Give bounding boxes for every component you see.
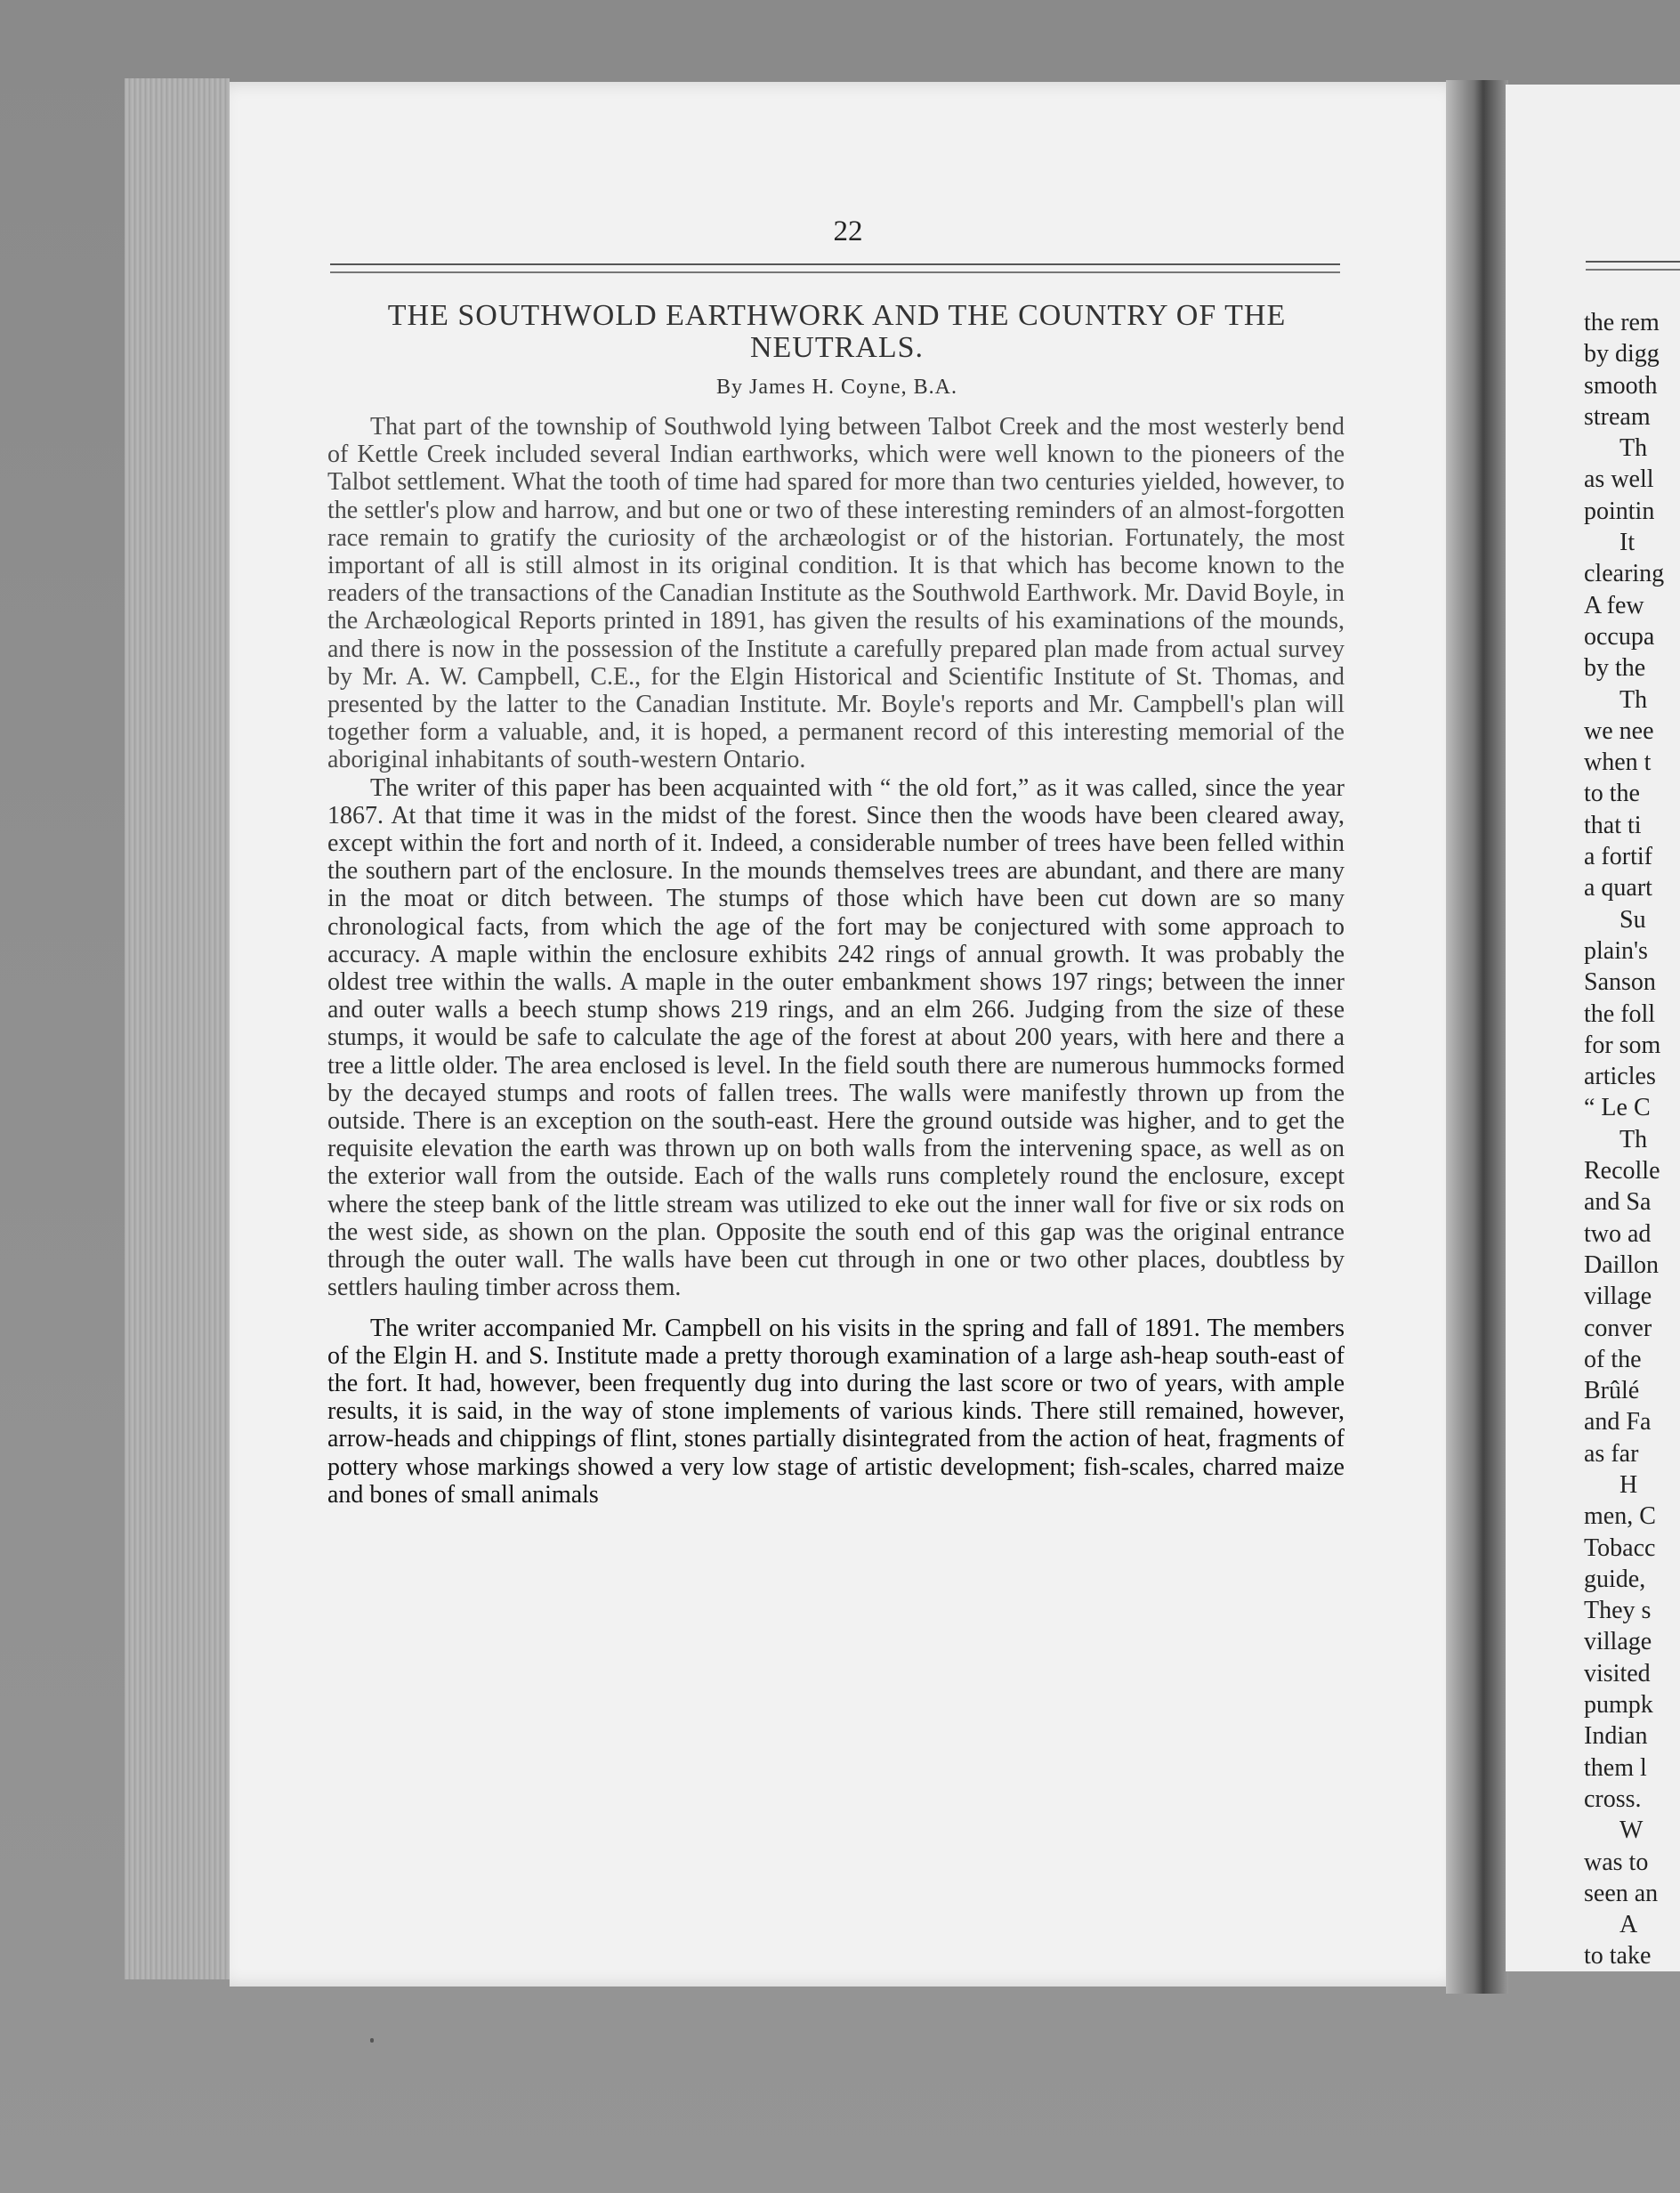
facing-line-fragment: as far xyxy=(1584,1439,1639,1468)
facing-line-fragment: Indian xyxy=(1584,1722,1648,1751)
left-page xyxy=(230,82,1466,1987)
facing-line-fragment: articles xyxy=(1584,1063,1656,1091)
facing-line-fragment: as well xyxy=(1584,465,1654,494)
facing-line-fragment: when t xyxy=(1584,749,1652,777)
facing-line-fragment: Tobacc xyxy=(1584,1533,1656,1562)
facing-line-fragment: A few xyxy=(1584,591,1644,619)
page-number: 22 xyxy=(833,215,863,247)
facing-line-fragment: seen an xyxy=(1584,1879,1659,1907)
facing-line-fragment: smooth xyxy=(1584,371,1658,400)
facing-line-fragment: plain's xyxy=(1584,936,1648,965)
facing-line-fragment: Brûlé xyxy=(1584,1377,1640,1405)
facing-line-fragment: a quart xyxy=(1584,874,1652,902)
book-page-edges xyxy=(125,78,230,1979)
facing-line-fragment: the foll xyxy=(1584,999,1656,1028)
facing-line-fragment: village xyxy=(1584,1628,1652,1656)
facing-line-fragment: Th xyxy=(1619,434,1648,463)
facing-line-fragment: A xyxy=(1619,1911,1638,1939)
facing-line-fragment: and Fa xyxy=(1584,1408,1652,1436)
facing-line-fragment: “ Le C xyxy=(1584,1094,1651,1122)
article-body xyxy=(327,413,1345,1509)
facing-line-fragment: Su xyxy=(1619,905,1646,934)
facing-line-fragment: visited xyxy=(1584,1659,1651,1687)
ink-speck xyxy=(370,2038,374,2043)
header-rule xyxy=(330,263,1340,273)
facing-line-fragment: Recolle xyxy=(1584,1157,1660,1186)
facing-line-fragment: clearing xyxy=(1584,560,1665,588)
facing-page-text xyxy=(1584,307,1680,1971)
facing-line-fragment: by the xyxy=(1584,654,1646,683)
facing-line-fragment: occupa xyxy=(1584,622,1655,651)
facing-line-fragment: stream xyxy=(1584,402,1651,431)
facing-line-fragment: cross. xyxy=(1584,1784,1642,1813)
facing-line-fragment: for som xyxy=(1584,1031,1661,1059)
facing-line-fragment: It xyxy=(1619,529,1636,557)
facing-line-fragment: two ad xyxy=(1584,1219,1652,1248)
facing-line-fragment: of the xyxy=(1584,1345,1642,1373)
facing-line-fragment: and Sa xyxy=(1584,1188,1652,1217)
facing-line-fragment: Th xyxy=(1619,685,1648,714)
facing-line-fragment: by digg xyxy=(1584,340,1660,368)
facing-line-fragment: the rem xyxy=(1584,309,1660,336)
facing-line-fragment: men, C xyxy=(1584,1502,1656,1531)
facing-line-fragment: was to xyxy=(1584,1848,1649,1876)
paragraph: That part of the township of Southwold lying between Talbot Creek and the most westerly bend of Kettle Creek included several Indian earthworks, which were well known to the pioneers of the Talbot settlement. What the tooth of time had spared for more than two centuries yielded, however, to the settler's plow and harrow, and but one or two of these interesting reminders of an almost-forgotten race remain to gratify the curiosity of the archæologist or of the historian. Fortunately, the most important of all is still almost in its original condition. It is that which has become known to the readers of the transactions of the Canadian Institute as the Southwold Earthwork. Mr. David Boyle, in the Archæological Reports printed in 1891, has given the results of his examinations of the mounds, and there is now in the possession of the Institute a carefully prepared plan made from actual survey by Mr. A. W. Campbell, C.E., for the Elgin Historical and Scientific Institute of St. Thomas, and presented by the latter to the Canadian Institute. Mr. Boyle's reports and Mr. Campbell's plan will together form a valuable, and, it is hoped, a permanent record of this interesting memorial of the aboriginal inhabitants of south-western Ontario. xyxy=(327,413,1345,774)
facing-line-fragment: Th xyxy=(1619,1125,1648,1153)
facing-line-fragment: them l xyxy=(1584,1753,1647,1782)
facing-line-fragment: pointin xyxy=(1584,497,1655,525)
article-title: THE SOUTHWOLD EARTHWORK AND THE COUNTRY OF THE NEUTRALS. xyxy=(387,299,1287,364)
book-gutter xyxy=(1446,80,1508,1994)
facing-line-fragment: They s xyxy=(1584,1597,1652,1625)
facing-line-fragment: to the xyxy=(1584,780,1640,808)
facing-line-fragment: we nee xyxy=(1584,716,1654,745)
facing-header-rule xyxy=(1586,261,1680,271)
facing-line-fragment: W xyxy=(1619,1817,1644,1845)
article-byline: By James H. Coyne, B.A. xyxy=(716,376,957,399)
facing-line-fragment: guide, xyxy=(1584,1565,1646,1593)
paragraph: The writer of this paper has been acquainted with “ the old fort,” as it was called, since the year 1867. At that time it was in the midst of the forest. Since then the woods have been cleared away, except within the fort and north of it. Indeed, a considerable number of trees have been felled within the southern part of the enclosure. In the mounds themselves trees are abundant, and there are many in the moat or ditch between. The stumps of those which have been cut down are so many chronological facts, from which the age of the fort may be conjectured with some approach to accuracy. A maple within the enclosure exhibits 242 rings of annual growth. It was probably the oldest tree within the walls. A maple in the outer embankment shows 197 rings; between the inner and outer walls a beech stump shows 219 rings, and an elm 266. Judging from the size of these stumps, it would be safe to calculate the age of the forest at about 200 years, with here and there a tree a little older. The area enclosed is level. In the field south there are numerous hummocks formed by the decayed stumps and roots of fallen trees. The walls were manifestly thrown up from the outside. There is an exception on the south-east. Here the ground outside was higher, and to get the requisite elevation the earth was thrown up on both walls from the intervening space, as well as on the exterior wall from the outside. Each of the walls runs completely round the enclosure, except where the steep bank of the little stream was utilized to eke out the inner wall for five or six rods on the west side, as shown on the plan. Opposite the south end of this gap was the original entrance through the outer wall. The walls have been cut through in one or two other places, doubtless by settlers hauling timber across them. xyxy=(327,773,1345,1302)
facing-line-fragment: that ti xyxy=(1584,811,1642,839)
facing-line-fragment: Daillon xyxy=(1584,1250,1659,1279)
facing-line-fragment: Sanson xyxy=(1584,968,1656,997)
facing-line-fragment: to take xyxy=(1584,1942,1652,1970)
paragraph: The writer accompanied Mr. Campbell on his visits in the spring and fall of 1891. The members of the Elgin H. and S. Institute made a pretty thorough examination of a large ash-heap south-east of the fort. It had, however, been frequently dug into during the last score or two of years, with ample results, it is said, in the way of stone implements of various kinds. There still remained, however, arrow-heads and chippings of flint, stones partially disintegrated from the action of heat, fragments of pottery whose markings showed a very low stage of artistic development; fish-scales, charred maize and bones of small animals xyxy=(327,1314,1345,1509)
facing-line-fragment: H xyxy=(1619,1470,1638,1499)
facing-line-fragment: village xyxy=(1584,1283,1652,1311)
facing-line-fragment: a fortif xyxy=(1584,843,1652,871)
facing-line-fragment: conver xyxy=(1584,1314,1652,1342)
facing-page xyxy=(1506,85,1680,1971)
facing-line-fragment: pumpk xyxy=(1584,1691,1653,1720)
